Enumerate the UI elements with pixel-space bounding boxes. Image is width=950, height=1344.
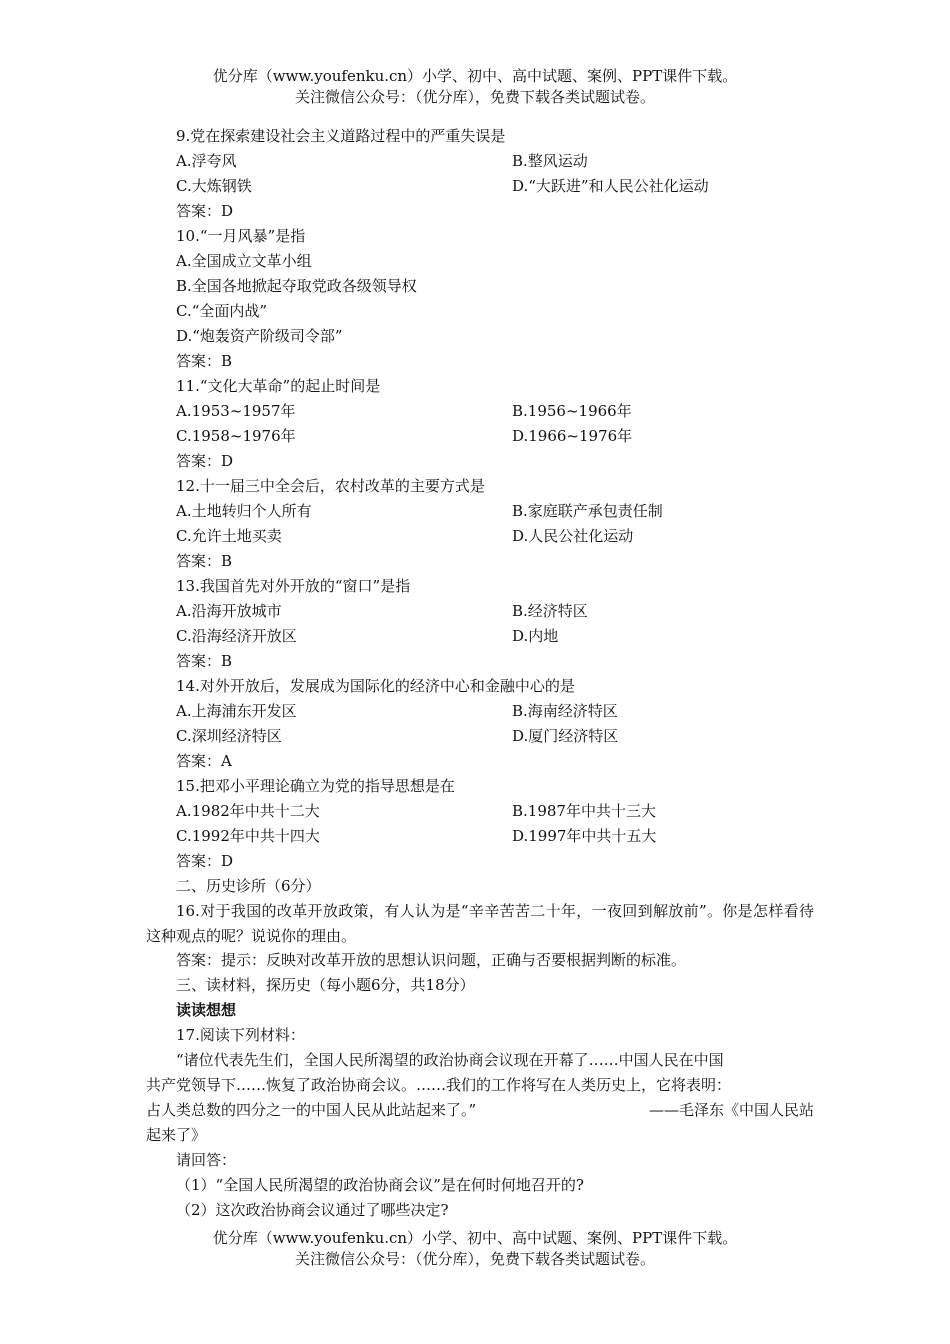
option-c: C.大炼钢铁 — [176, 177, 252, 195]
option-a: A.沿海开放城市 — [176, 602, 282, 620]
question-15-options-row-1 — [146, 799, 814, 824]
question-15-answer: 答案：D — [176, 852, 234, 870]
header-line-1: 优分库（www.youfenku.cn）小学、初中、高中试题、案例、PPT课件下载。 — [212, 67, 738, 85]
question-12-options-row-1 — [146, 499, 814, 524]
sub-question-1: （1）“全国人民所渴望的政治协商会议”是在何时何地召开的? — [176, 1176, 584, 1194]
option-d: D.“大跃进”和人民公社化运动 — [512, 177, 709, 195]
page-header — [0, 66, 950, 108]
question-12-options-row-2 — [146, 524, 814, 549]
header-line-2: 关注微信公众号：（优分库），免费下载各类试题试卷。 — [294, 88, 655, 106]
question-13-stem: 13.我国首先对外开放的“窗口”是指 — [176, 577, 411, 595]
question-12-answer: 答案：B — [176, 552, 233, 570]
page-footer — [0, 1228, 950, 1270]
option-a: A.浮夸风 — [176, 152, 237, 170]
option-b: B.经济特区 — [512, 602, 588, 620]
option-b: B.1956~1966年 — [512, 402, 632, 420]
question-12-stem: 12.十一届三中全会后，农村改革的主要方式是 — [176, 477, 485, 495]
question-14-answer: 答案：A — [176, 752, 232, 770]
question-15-stem: 15.把邓小平理论确立为党的指导思想是在 — [176, 777, 455, 795]
quote-line-4: 起来了》 — [146, 1126, 207, 1144]
question-10-answer: 答案：B — [176, 352, 233, 370]
question-14-options-row-2 — [146, 724, 814, 749]
question-14-options-row-1 — [146, 699, 814, 724]
footer-line-1: 优分库（www.youfenku.cn）小学、初中、高中试题、案例、PPT课件下载。 — [212, 1229, 738, 1247]
question-10-stem: 10.“一月风暴”是指 — [176, 227, 306, 245]
quote-line-3 — [146, 1098, 814, 1123]
option-a: A.1982年中共十二大 — [176, 802, 320, 820]
footer-line-2: 关注微信公众号：（优分库），免费下载各类试题试卷。 — [294, 1250, 655, 1268]
question-11-options-row-2 — [146, 424, 814, 449]
option-c: C.1992年中共十四大 — [176, 827, 320, 845]
option-d: D.1997年中共十五大 — [512, 827, 657, 845]
question-13-options-row-2 — [146, 624, 814, 649]
exam-content — [146, 124, 814, 1223]
option-a: A.土地转归个人所有 — [176, 502, 312, 520]
question-16-answer: 答案：提示：反映对改革开放的思想认识问题，正确与否要根据判断的标准。 — [176, 951, 687, 969]
quote-line-1: “诸位代表先生们，全国人民所渴望的政治协商会议现在开幕了……中国人民在中国 — [176, 1051, 724, 1069]
section-3-subtitle: 读读想想 — [176, 1001, 237, 1019]
option-b: B.1987年中共十三大 — [512, 802, 656, 820]
option-b: B.全国各地掀起夺取党政各级领导权 — [176, 277, 417, 295]
question-9-options-row-2 — [146, 174, 814, 199]
option-d: D.内地 — [512, 627, 559, 645]
quote-source: ——毛泽东《中国人民站 — [648, 1101, 814, 1119]
sub-question-2: （2）这次政治协商会议通过了哪些决定? — [176, 1201, 449, 1219]
option-c: C.沿海经济开放区 — [176, 627, 297, 645]
option-b: B.整风运动 — [512, 152, 588, 170]
option-c: C.1958~1976年 — [176, 427, 296, 445]
question-11-answer: 答案：D — [176, 452, 234, 470]
option-d: D.“炮轰资产阶级司令部” — [176, 327, 343, 345]
question-17-stem: 17.阅读下列材料： — [176, 1026, 305, 1044]
question-11-options-row-1 — [146, 399, 814, 424]
option-a: A.全国成立文革小组 — [176, 252, 312, 270]
option-a: A.上海浦东开发区 — [176, 702, 297, 720]
quote-text: 占人类总数的四分之一的中国人民从此站起来了。” — [146, 1101, 477, 1119]
quote-line-2: 共产党领导下……恢复了政治协商会议。……我们的工作将写在人类历史上，它将表明： — [146, 1076, 732, 1094]
question-9-answer: 答案：D — [176, 202, 234, 220]
question-15-options-row-2 — [146, 824, 814, 849]
option-c: C.允许土地买卖 — [176, 527, 282, 545]
option-d: D.人民公社化运动 — [512, 527, 634, 545]
question-13-answer: 答案：B — [176, 652, 233, 670]
question-13-options-row-1 — [146, 599, 814, 624]
section-2-title: 二、历史诊所（6分） — [176, 877, 321, 895]
option-d: D.厦门经济特区 — [512, 727, 619, 745]
option-c: C.“全面内战” — [176, 302, 268, 320]
question-9-options-row-1 — [146, 149, 814, 174]
question-14-stem: 14.对外开放后，发展成为国际化的经济中心和金融中心的是 — [176, 677, 575, 695]
section-3-title: 三、读材料，探历史（每小题6分，共18分） — [176, 976, 475, 994]
option-b: B.海南经济特区 — [512, 702, 618, 720]
option-c: C.深圳经济特区 — [176, 727, 282, 745]
question-16-text: 16.对于我国的改革开放政策，有人认为是“辛辛苦苦二十年，一夜回到解放前”。你是怎样看待这种观点的呢？说说你的理由。 — [146, 902, 814, 945]
question-11-stem: 11.“文化大革命”的起止时间是 — [176, 377, 381, 395]
option-b: B.家庭联产承包责任制 — [512, 502, 663, 520]
answer-prompt: 请回答： — [176, 1151, 237, 1169]
option-d: D.1966~1976年 — [512, 427, 633, 445]
question-9-stem: 9.党在探索建设社会主义道路过程中的严重失误是 — [176, 127, 506, 145]
option-a: A.1953~1957年 — [176, 402, 296, 420]
